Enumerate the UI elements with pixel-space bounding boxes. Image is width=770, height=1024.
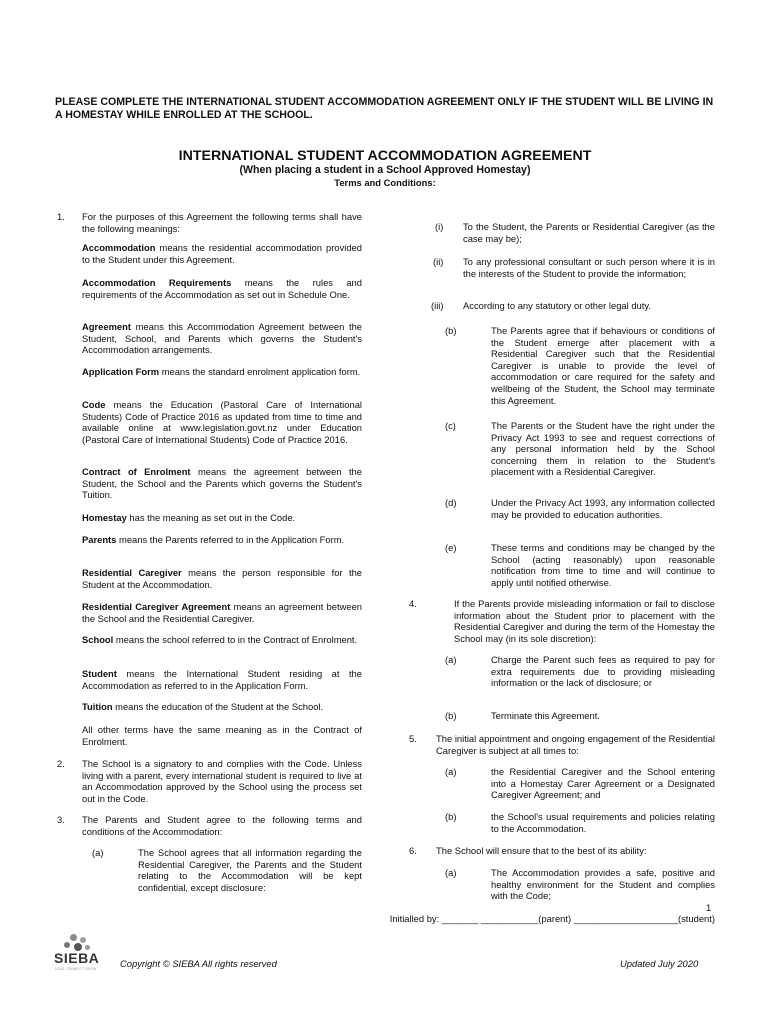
clause-5b-text: the School's usual requirements and policies relating to the Accommodation. (491, 811, 715, 834)
definition: School means the school referred to in the Contract of Enrolment. (82, 634, 358, 645)
clause-4a-number: (a) (445, 654, 457, 665)
clause-3a-iii-text: According to any statutory or other legal duty. (463, 300, 651, 311)
clause-3e-number: (e) (445, 542, 457, 553)
initials-line: Initialled by: _______ ___________(parent) ____________________(student) (389, 913, 715, 924)
clause-3e-text: These terms and conditions may be changed by the School (acting reasonably) upon reasonable notification from time to time and will continue to apply until notified otherwise. (491, 542, 715, 588)
clause-3a-i-number: (i) (435, 221, 444, 232)
clause-4b-number: (b) (445, 710, 457, 721)
clause-5a-number: (a) (445, 766, 457, 777)
definition: Parents means the Parents referred to in the Application Form. (82, 534, 345, 545)
clause-5-number: 5. (409, 733, 417, 744)
clause-4b-text: Terminate this Agreement. (491, 710, 600, 721)
logo-wordmark: SIEBA (54, 950, 100, 966)
clause-2-number: 2. (57, 758, 65, 769)
clause-3a-text: The School agrees that all information regarding the Residential Caregiver, the Parents and the Student relating to the Accommodation will be kept confidential, except disclosure: (138, 847, 362, 893)
clause-4-number: 4. (409, 598, 417, 609)
logo-dot-icon (70, 934, 77, 941)
copyright-notice: Copyright © SIEBA All rights reserved (120, 958, 277, 969)
definition: Residential Caregiver Agreement means an agreement between the School and the Residential Caregiver. (82, 601, 363, 624)
logo-dot-icon (64, 942, 70, 948)
logo-dot-icon (80, 937, 86, 943)
terms-heading: Terms and Conditions: (334, 177, 436, 188)
clause-1-intro: For the purposes of this Agreement the following terms shall have the following meanings: (82, 211, 362, 234)
clause-4-text: If the Parents provide misleading information or fail to disclose information about the Student prior to placement with the Residential Caregiver and during the term of the Homestay the School may (in its sole discretion): (454, 598, 715, 644)
clause-2-text: The School is a signatory to and complies with the Code. Unless living with a parent, every international student is required to live at an Accommodation approved by the School using the process set out in the Code. (82, 758, 362, 804)
definition: Residential Caregiver means the person responsible for the Student at the Accommodation. (82, 567, 363, 590)
clause-3a-iii-number: (iii) (431, 300, 444, 311)
clause-3a-ii-number: (ii) (433, 256, 444, 267)
sieba-logo (52, 932, 112, 972)
definition: Application Form means the standard enrolment application form. (82, 366, 361, 377)
clause-3c-number: (c) (445, 420, 456, 431)
clause-6a-number: (a) (445, 867, 457, 878)
definition: Accommodation means the residential accommodation provided to the Student under this Agreement. (82, 242, 362, 265)
logo-tagline: LEAD. CONNECT. GROW. (55, 967, 98, 971)
clause-4a-text: Charge the Parent such fees as required to pay for extra requirements due to providing misleading information or the lack of disclosure; or (491, 654, 715, 689)
clause-3a-i-text: To the Student, the Parents or Residential Caregiver (as the case may be); (463, 221, 715, 244)
definition: Tuition means the education of the Student at the School. (82, 701, 324, 712)
clause-5-text: The initial appointment and ongoing engagement of the Residential Caregiver is subject at all times to: (436, 733, 715, 756)
clause-3b-number: (b) (445, 325, 457, 336)
homestay-notice: PLEASE COMPLETE THE INTERNATIONAL STUDENT ACCOMMODATION AGREEMENT ONLY IF THE STUDENT WILL BE LIVING IN A HOMESTAY WHILE ENROLLED AT THE SCHOOL. (55, 96, 714, 121)
updated-date: Updated July 2020 (620, 958, 699, 969)
clause-3-text: The Parents and Student agree to the following terms and conditions of the Accommodation: (82, 814, 362, 837)
clause-6a-text: The Accommodation provides a safe, positive and healthy environment for the Student and complies with the Code; (491, 867, 715, 902)
definition: Code means the Education (Pastoral Care of International Students) Code of Practice 2016 as updated from time to time and available online at www.legislation.govt.nz under Education (Pastoral Care of International Students) Code of Practice 2016. (82, 399, 362, 445)
clause-5a-text: the Residential Caregiver and the School entering into a Homestay Carer Agreement or a Designated Caregiver Agreement; and (491, 766, 715, 801)
definition: Agreement means this Accommodation Agreement between the Student, School, and Parents which governs the Student's Accommodation arrangements. (82, 321, 362, 356)
page-subtitle: (When placing a student in a School Approved Homestay) (239, 164, 531, 176)
clause-3d-text: Under the Privacy Act 1993, any information collected may be provided to education authorities. (491, 497, 715, 520)
clause-1-number: 1. (57, 211, 65, 222)
clause-3c-text: The Parents or the Student have the right under the Privacy Act 1993 to see and request corrections of any personal information held by the School concerning them in relation to the Student's placement with a Residential Caregiver. (491, 420, 715, 478)
definition: Homestay has the meaning as set out in the Code. (82, 512, 296, 523)
clause-3b-text: The Parents agree that if behaviours or conditions of the Student emerge after placement with a Residential Caregiver such that the Residential Caregiver is unable to provide the level of accommodation or care required for the safety and wellbeing of the Student, the School may terminate this Agreement. (491, 325, 715, 406)
clause-3a-number: (a) (92, 847, 104, 858)
definition: Student means the International Student residing at the Accommodation as referred to in the Application Form. (82, 668, 362, 691)
clause-5b-number: (b) (445, 811, 457, 822)
page-title: INTERNATIONAL STUDENT ACCOMMODATION AGREEMENT (178, 148, 592, 164)
clause-6-number: 6. (409, 845, 417, 856)
clause-6-text: The School will ensure that to the best of its ability: (436, 845, 647, 856)
page-number: 1 (706, 902, 712, 913)
clause-3d-number: (d) (445, 497, 457, 508)
definition: Contract of Enrolment means the agreement between the Student, the School and the Parents which governs the Student's Tuition. (82, 466, 362, 501)
clause-3-number: 3. (57, 814, 65, 825)
clause-3a-ii-text: To any professional consultant or such person where it is in the interests of the Student to provide the information; (463, 256, 715, 279)
other-terms: All other terms have the same meaning as in the Contract of Enrolment. (82, 724, 362, 747)
definition: Accommodation Requirements means the rules and requirements of the Accommodation as set out in Schedule One. (82, 277, 362, 300)
